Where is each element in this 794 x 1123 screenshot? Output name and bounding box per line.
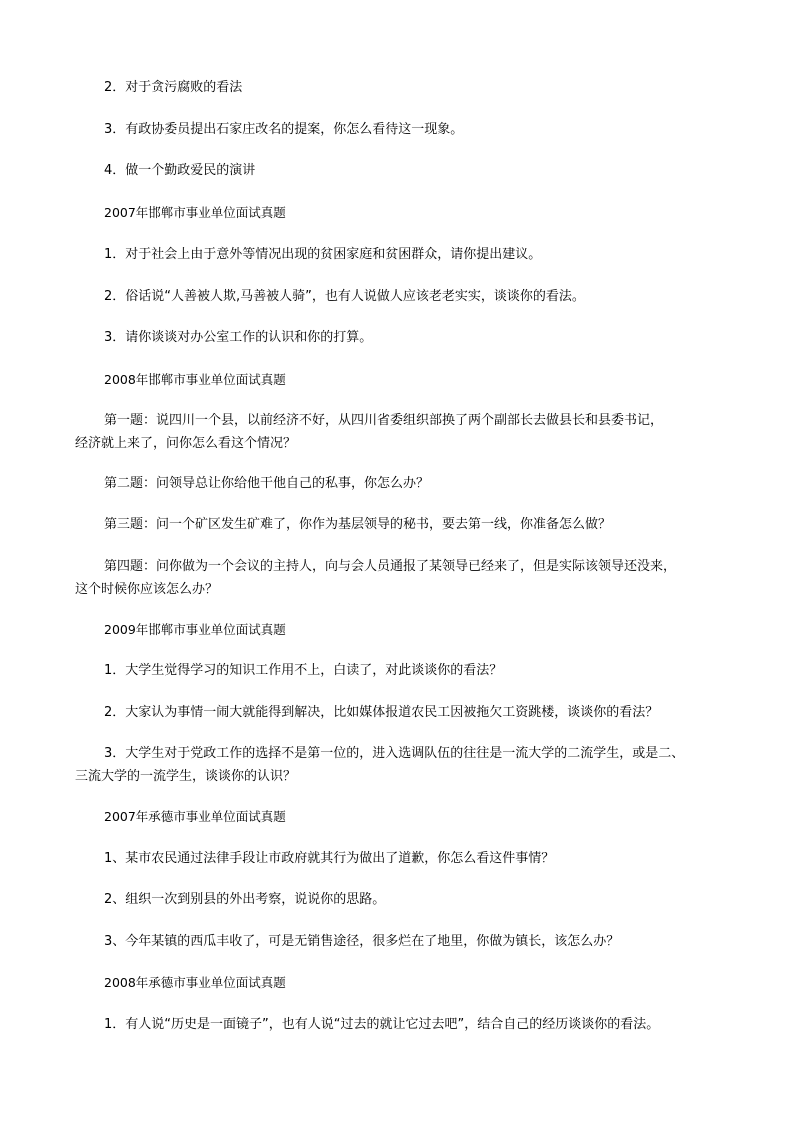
paragraph-line: 第四题：问你做为一个会议的主持人，向与会人员通报了某领导已经来了，但是实际该领导还没来， [104, 559, 677, 574]
question-paragraph [75, 742, 715, 788]
section-heading: 2008年邯郸市事业单位面试真题 [104, 372, 286, 387]
list-item: 4．做一个勤政爱民的演讲 [104, 163, 256, 178]
list-item: 2．俗话说“人善被人欺,马善被人骑”，也有人说做人应该老老实实，谈谈你的看法。 [104, 289, 585, 304]
paragraph-line: 经济就上来了，问你怎么看这个情况？ [75, 436, 297, 451]
list-item: 3．请你谈谈对办公室工作的认识和你的打算。 [104, 330, 373, 345]
question-paragraph [75, 409, 715, 455]
paragraph-line: 第一题：说四川一个县，以前经济不好，从四川省委组织部换了两个副部长去做县长和县委书记， [104, 413, 664, 428]
list-item: 1．有人说“历史是一面镜子”，也有人说“过去的就让它过去吧”，结合自己的经历谈谈你的看法。 [104, 1017, 660, 1032]
section-heading: 2009年邯郸市事业单位面试真题 [104, 622, 286, 637]
paragraph-line: 三流大学的一流学生，谈谈你的认识？ [75, 769, 297, 784]
list-item: 2．大家认为事情一闹大就能得到解决，比如媒体报道农民工因被拖欠工资跳楼，谈谈你的看法？ [104, 705, 659, 720]
section-heading: 2008年承德市事业单位面试真题 [104, 975, 286, 990]
section-heading: 2007年邯郸市事业单位面试真题 [104, 205, 286, 220]
list-item: 2、组织一次到别县的外出考察，说说你的思路。 [104, 892, 386, 907]
question-paragraph [75, 555, 715, 601]
list-item: 2．对于贪污腐败的看法 [104, 80, 243, 95]
list-item: 1．对于社会上由于意外等情况出现的贫困家庭和贫困群众，请你提出建议。 [104, 247, 542, 262]
section-heading: 2007年承德市事业单位面试真题 [104, 809, 286, 824]
list-item: 1．大学生觉得学习的知识工作用不上，白读了，对此谈谈你的看法？ [104, 663, 503, 678]
list-item: 第二题：问领导总让你给他干他自己的私事，你怎么办？ [104, 476, 430, 491]
paragraph-line: 3．大学生对于党政工作的选择不是第一位的，进入选调队伍的往往是一流大学的二流学生，或是二、 [104, 746, 685, 761]
list-item: 3．有政协委员提出石家庄改名的提案，你怎么看待这一现象。 [104, 122, 464, 137]
list-item: 第三题：问一个矿区发生矿难了，你作为基层领导的秘书，要去第一线，你准备怎么做？ [104, 517, 612, 532]
list-item: 3、今年某镇的西瓜丰收了，可是无销售途径，很多烂在了地里，你做为镇长，该怎么办？ [104, 934, 620, 949]
paragraph-line: 这个时候你应该怎么办？ [75, 582, 219, 597]
list-item: 1、某市农民通过法律手段让市政府就其行为做出了道歉，你怎么看这件事情？ [104, 851, 555, 866]
